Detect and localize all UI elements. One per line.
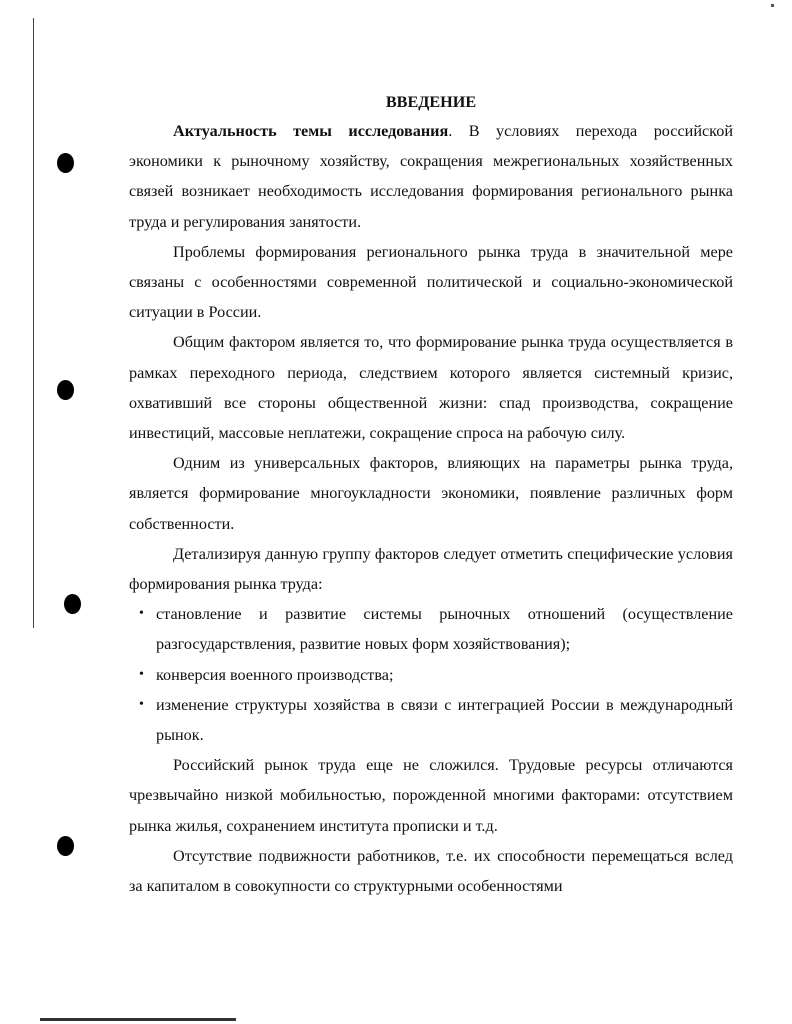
list-item bbox=[129, 690, 733, 750]
bullet-icon: • bbox=[139, 606, 144, 622]
paragraph: Российский рынок труда еще не сложился. Трудовые ресурсы отличаются чрезвычайно низкой мобильностью, порожденной многими факторами: отсутствием рынка жилья, сохранением института прописки и т.д. bbox=[129, 756, 733, 835]
punch-hole-mark bbox=[57, 153, 74, 173]
paragraph: Отсутствие подвижности работников, т.е. их способности перемещаться вслед за капиталом в совокупности со структурными особенностями bbox=[129, 846, 733, 896]
punch-hole-mark bbox=[64, 594, 81, 614]
scan-edge-line bbox=[33, 18, 34, 628]
scan-speck bbox=[771, 4, 774, 7]
paragraph: Проблемы формирования регионального рынка труда в значительной мере связаны с особенностями современной политической и социально-экономической ситуации в России. bbox=[129, 242, 733, 322]
list-item bbox=[129, 660, 733, 690]
lead-heading: Актуальность темы исследования bbox=[173, 122, 449, 140]
list-item-text: конверсия военного производства; bbox=[156, 665, 394, 684]
lead-text: . В условиях перехода российской экономики к рыночному хозяйству, сокращения межрегиональных хозяйственных связей возникает необходимость исследования формирования регионального рынка труда и регулирования занятости. bbox=[129, 122, 733, 231]
punch-hole-mark bbox=[57, 836, 74, 856]
document-page bbox=[129, 88, 733, 901]
list-item bbox=[129, 599, 733, 659]
bottom-rule bbox=[40, 1018, 236, 1021]
punch-hole-mark bbox=[57, 380, 74, 400]
paragraph: Одним из универсальных факторов, влияющих на параметры рынка труда, является формирование многоукладности экономики, появление различных форм собственности. bbox=[129, 454, 733, 533]
bullet-icon: • bbox=[139, 696, 144, 712]
factor-list bbox=[129, 599, 733, 750]
page-title: ВВЕДЕНИЕ bbox=[385, 93, 477, 111]
lead-paragraph bbox=[129, 116, 733, 237]
list-item-text: становление и развитие системы рыночных отношений (осуществление разгосударствления, развитие новых форм хозяйствования); bbox=[156, 605, 733, 654]
paragraph: Общим фактором является то, что формирование рынка труда осуществляется в рамках переходного периода, следствием которого является системный кризис, охвативший все стороны общественной жизни: спад производства, сокращение инвестиций, массовые неплатежи, сокращение спроса на рабочую силу. bbox=[129, 333, 733, 443]
paragraph: Детализируя данную группу факторов следует отметить специфические условия формирования рынка труда: bbox=[129, 544, 733, 594]
bullet-icon: • bbox=[139, 666, 144, 682]
list-item-text: изменение структуры хозяйства в связи с интеграцией России в международный рынок. bbox=[156, 695, 733, 745]
